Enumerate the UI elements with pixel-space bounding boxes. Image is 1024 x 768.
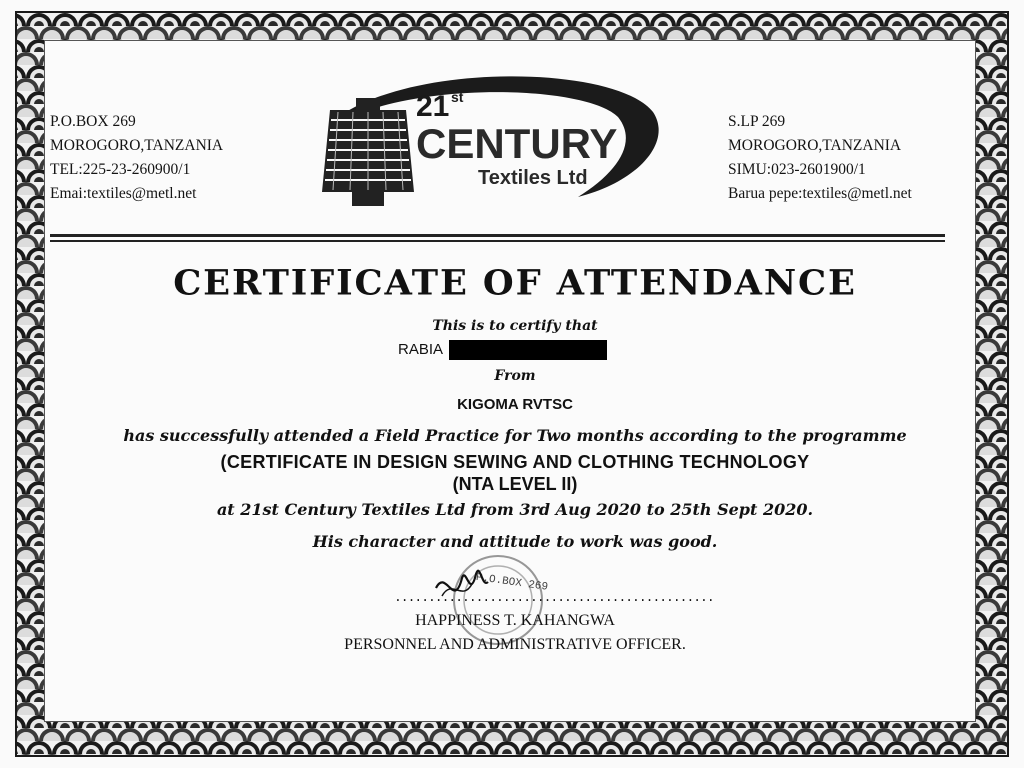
recipient-name: RABIA (398, 340, 444, 358)
po-box: P.O.BOX 269 (50, 113, 136, 130)
yarn-cone-icon (322, 98, 414, 206)
email: Emai:textiles@metl.net (50, 185, 197, 202)
email-swahili: Barua pepe:textiles@metl.net (728, 185, 912, 202)
address-block-right (728, 110, 912, 206)
address-block-left (50, 110, 223, 206)
telephone: TEL:225-23-260900/1 (50, 161, 191, 178)
signer-position: PERSONNEL AND ADMINISTRATIVE OFFICER. (344, 636, 686, 653)
header-divider-thin (50, 240, 945, 242)
signature-line: ............................................... (394, 590, 714, 605)
dates-line: at 21st Century Textiles Ltd from 3rd Aug 2020 to 25th Sept 2020. (216, 500, 814, 519)
redacted-surname (449, 340, 607, 360)
city: MOROGORO,TANZANIA (50, 137, 224, 154)
logo-suffix: st (451, 89, 464, 105)
character-line: His character and attitude to work was good. (312, 532, 718, 551)
po-box-swahili: S.LP 269 (728, 113, 786, 130)
header-divider-thick (50, 234, 945, 237)
city: MOROGORO,TANZANIA (728, 137, 902, 154)
certify-line: This is to certify that (432, 318, 598, 334)
program-level: (NTA LEVEL II) (452, 474, 578, 494)
school-name: KIGOMA RVTSC (457, 396, 573, 413)
signer-name: HAPPINESS T. KAHANGWA (415, 612, 615, 629)
from-label: From (494, 368, 536, 384)
telephone-swahili: SIMU:023-2601900/1 (728, 161, 866, 178)
recipient-name-row (398, 340, 607, 360)
attended-line: has successfully attended a Field Practice for Two months according to the programme (123, 426, 907, 445)
company-logo (318, 72, 666, 212)
logo-subtitle: Textiles Ltd (478, 167, 588, 189)
certificate-title: CERTIFICATE OF ATTENDANCE (173, 262, 857, 303)
stamp-text: P.O.BOX 269 (475, 571, 549, 594)
logo-word: CENTURY (416, 120, 618, 167)
logo-number: 21 (416, 90, 450, 123)
program-name: (CERTIFICATE IN DESIGN SEWING AND CLOTHING TECHNOLOGY (220, 452, 810, 472)
